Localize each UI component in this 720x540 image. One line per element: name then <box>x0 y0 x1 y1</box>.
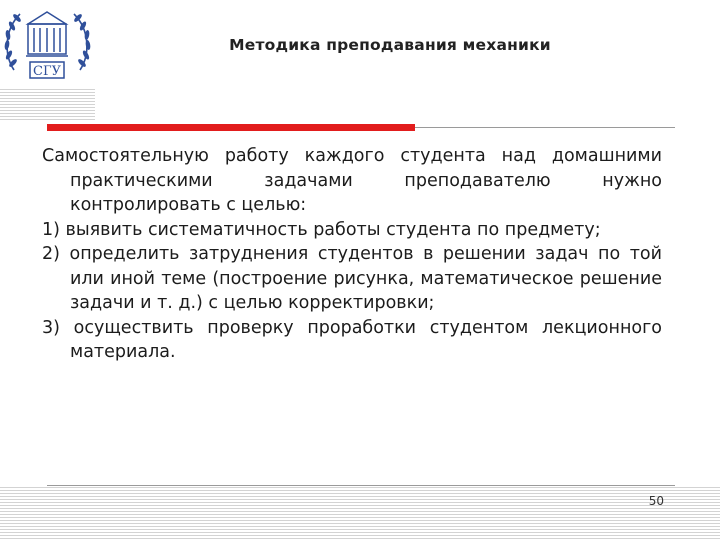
university-logo-icon <box>0 0 95 88</box>
page-number: 50 <box>648 494 664 508</box>
header-band <box>95 0 720 120</box>
list-item: 3) осуществить проверку проработки студентом лекционного материала. <box>42 317 662 362</box>
intro-paragraph: Самостоятельную работу каждого студента над домашними практическими задачами преподавателю нужно контролировать с целью: <box>42 146 662 215</box>
slide-title: Методика преподавания механики <box>229 36 551 54</box>
list-item: 2) определить затруднения студентов в решении задач по той или иной теме (построение рисунка, математическое решение задачи и т. д.) с целью корректировки; <box>42 244 662 313</box>
footer-rule-line <box>47 485 675 486</box>
list-item: 1) выявить систематичность работы студента по предмету; <box>42 219 601 240</box>
logo-text: СГУ <box>33 64 61 79</box>
body-text <box>42 144 662 365</box>
accent-bar <box>47 124 415 131</box>
